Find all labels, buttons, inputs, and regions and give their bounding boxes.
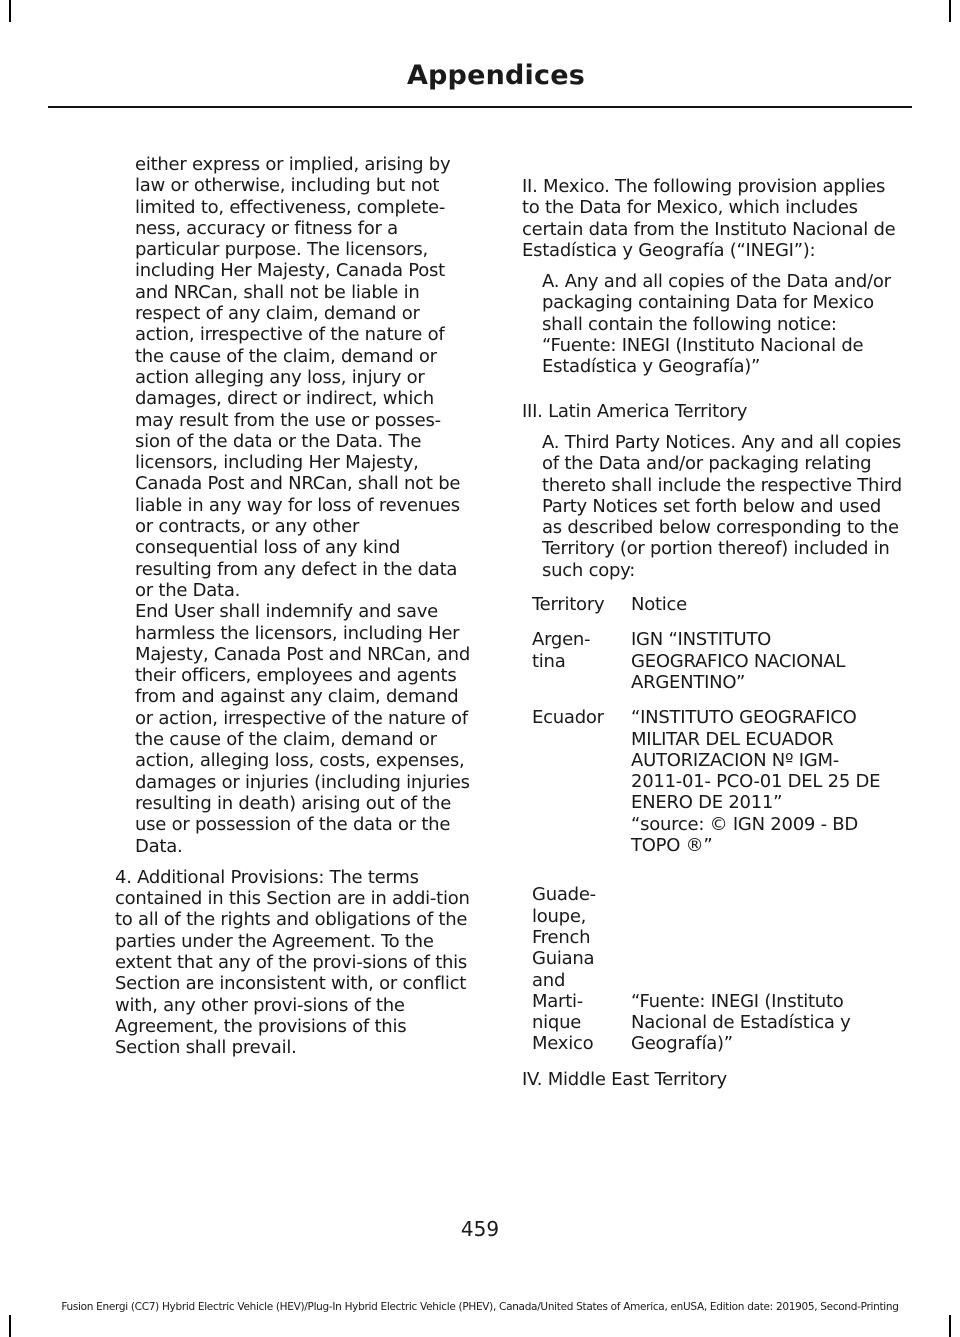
latin-america-heading: III. Latin America Territory xyxy=(522,400,748,422)
territory-cell xyxy=(532,814,631,857)
notice-cell: “source: © IGN 2009 - BD TOPO ®” xyxy=(631,813,859,857)
footer-text: Fusion Energi (CC7) Hybrid Electric Vehicle (HEV)/Plug-In Hybrid Electric Vehicle (PHEV), Canada/United States of America, enUSA, Edition date: 201905, Second-Printing xyxy=(61,1301,899,1313)
left-column xyxy=(115,154,470,1058)
page-title: Appendices xyxy=(406,60,585,91)
indemnify-paragraph: End User shall indemnify and save harmless the licensors, including Her Majesty, Canada Post and NRCan, and their officers, employees and agents from and against any claim, demand or action, irrespective of the nature of the cause of the claim, demand or action, alleging loss, costs, expenses, damages or injuries (including injuries resulting in death) arising out of the use or possession of the data or the Data. xyxy=(135,601,470,857)
mexico-heading: II. Mexico. The following provision applies to the Data for Mexico, which includes certain data from the Instituto Nacional de Estadística y Geografía (“INEGI”): xyxy=(522,176,896,261)
additional-provisions-paragraph: 4. Additional Provisions: The terms contained in this Section are in addi-tion to all of the rights and obligations of the parties under the Agreement. To the extent that any of the provi-sions of this Section are inconsistent with, or conflict with, any other provi-sions of the Agreement, the provisions of this Section shall prevail. xyxy=(115,866,470,1059)
table-row xyxy=(532,884,902,1054)
mexico-notice-item: A. Any and all copies of the Data and/or packaging containing Data for Mexico shall contain the following notice: “Fuente: INEGI (Instituto Nacional de Estadística y Geografía)” xyxy=(542,271,891,378)
crop-mark-bottom-right xyxy=(949,1315,951,1337)
header-divider xyxy=(48,106,912,108)
territory-cell: Guade- loupe, French Guiana and Marti- nique Mexico xyxy=(532,884,596,1055)
territory-column-header: Territory xyxy=(532,594,605,616)
page-number: 459 xyxy=(460,1217,500,1241)
crop-mark-top-right xyxy=(949,0,951,22)
right-column xyxy=(522,176,902,1090)
territory-cell: Argen- tina xyxy=(532,629,591,672)
notice-column-header: Notice xyxy=(631,594,688,616)
liability-paragraph: either express or implied, arising by law or otherwise, including but not limited to, effectiveness, complete-ness, accuracy or fitness for a particular purpose. The licensors, including Her Majesty, Canada Post and NRCan, shall not be liable in respect of any claim, demand or action, irrespective of the nature of the cause of the claim, demand or action alleging any loss, injury or damages, direct or indirect, which may result from the use or posses-sion of the data or the Data. The licensors, including Her Majesty, Canada Post and NRCan, shall not be liable in any way for loss of revenues or contracts, or any other consequential loss of any kind resulting from any defect in the data or the Data. xyxy=(135,154,461,601)
notice-cell: “Fuente: INEGI (Instituto Nacional de Estadística y Geografía)” xyxy=(631,990,851,1055)
table-row xyxy=(532,629,902,693)
table-row xyxy=(532,707,902,813)
notice-cell: IGN “INSTITUTO GEOGRAFICO NACIONAL ARGENTINO” xyxy=(631,629,846,693)
notices-table-header xyxy=(532,594,902,615)
notices-table xyxy=(532,594,902,1055)
middle-east-heading: IV. Middle East Territory xyxy=(522,1068,727,1090)
notice-cell: “INSTITUTO GEOGRAFICO MILITAR DEL ECUADOR AUTORIZACION Nº IGM- 2011-01- PCO-01 DEL 25 DE ENERO DE 2011” xyxy=(631,707,881,814)
third-party-notices-item: A. Third Party Notices. Any and all copies of the Data and/or packaging relating thereto shall include the respective Third Party Notices set forth below and used as described below corresponding to the Territory (or portion thereof) included in such copy: xyxy=(542,431,902,581)
territory-cell: Ecuador xyxy=(532,707,604,729)
crop-mark-bottom-left xyxy=(9,1315,11,1337)
table-row xyxy=(532,814,902,857)
crop-mark-top-left xyxy=(9,0,11,22)
